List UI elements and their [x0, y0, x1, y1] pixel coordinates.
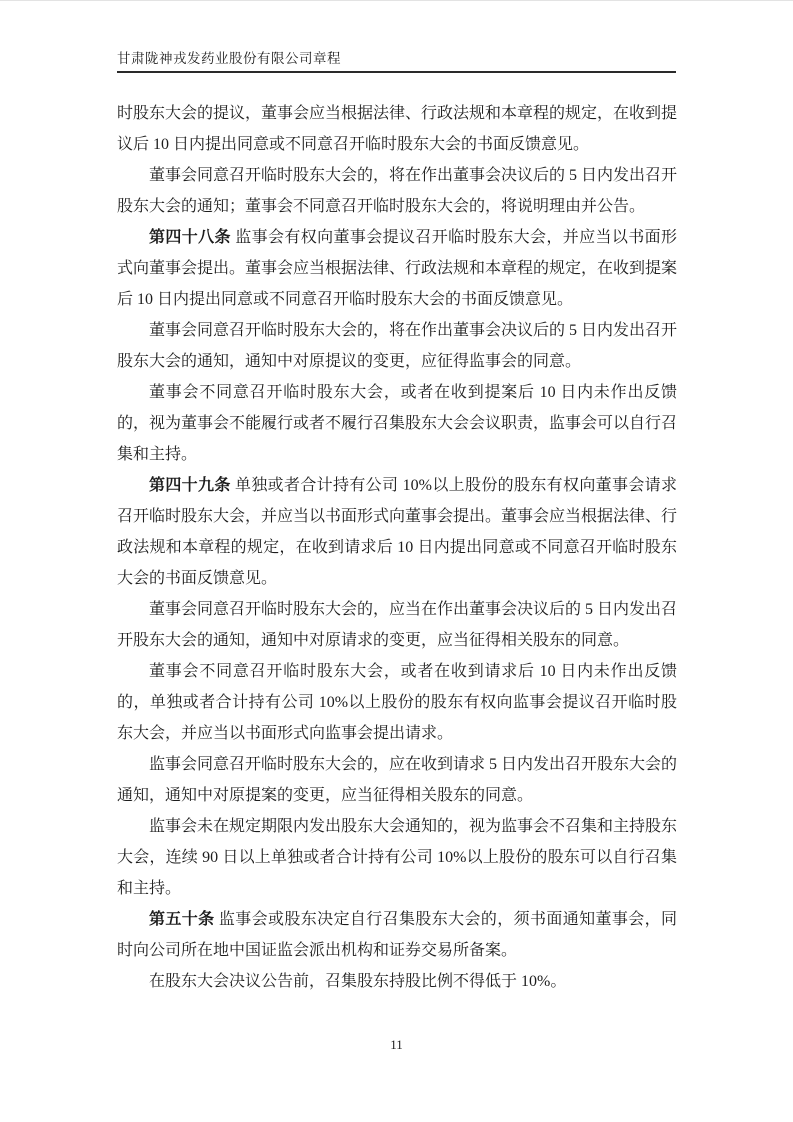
paragraph-article-50 — [117, 904, 677, 966]
paragraph-text: 董事会同意召开临时股东大会的，应当在作出董事会决议后的 5 日内发出召开股东大会的通知，通知中对原请求的变更，应当征得相关股东的同意。 — [117, 601, 678, 649]
paragraph-text: 时股东大会的提议，董事会应当根据法律、行政法规和本章程的规定，在收到提议后 10 日内提出同意或不同意召开临时股东大会的书面反馈意见。 — [117, 105, 678, 153]
paragraph-text: 董事会同意召开临时股东大会的，将在作出董事会决议后的 5 日内发出召开股东大会的通知，通知中对原提议的变更，应征得监事会的同意。 — [117, 322, 678, 370]
document-title: 甘肃陇神戎发药业股份有限公司章程 — [117, 51, 341, 66]
paragraph-text: 单独或者合计持有公司 10%以上股份的股东有权向董事会请求召开临时股东大会，并应当以书面形式向董事会提出。董事会应当根据法律、行政法规和本章程的规定，在收到请求后 10 日内提出同意或不同意召开临时股东大会的书面反馈意见。 — [117, 477, 678, 587]
paragraph-text: 监事会同意召开临时股东大会的，应在收到请求 5 日内发出召开股东大会的通知，通知中对原提案的变更，应当征得相关股东的同意。 — [117, 756, 678, 804]
article-number: 第四十八条 — [149, 229, 231, 246]
header-divider — [117, 71, 676, 73]
paragraph-article-48 — [117, 222, 677, 315]
paragraph-text: 监事会有权向董事会提议召开临时股东大会，并应当以书面形式向董事会提出。董事会应当根据法律、行政法规和本章程的规定，在收到提案后 10 日内提出同意或不同意召开临时股东大会的书面反馈意见。 — [117, 229, 678, 308]
paragraph — [117, 315, 677, 377]
paragraph-text: 监事会或股东决定自行召集股东大会的，须书面通知董事会，同时向公司所在地中国证监会派出机构和证券交易所备案。 — [117, 911, 677, 959]
paragraph — [117, 377, 677, 470]
paragraph-text: 董事会不同意召开临时股东大会，或者在收到请求后 10 日内未作出反馈的，单独或者合计持有公司 10%以上股份的股东有权向监事会提议召开临时股东大会，并应当以书面形式向监事会提出请求。 — [117, 663, 677, 742]
paragraph-text: 在股东大会决议公告前，召集股东持股比例不得低于 10%。 — [149, 973, 567, 990]
paragraph — [117, 98, 677, 160]
page-footer — [0, 1037, 793, 1053]
paragraph — [117, 966, 677, 997]
article-number: 第四十九条 — [149, 477, 231, 494]
paragraph-article-49 — [117, 470, 677, 594]
paragraph — [117, 594, 677, 656]
document-body — [117, 98, 677, 997]
paragraph-text: 董事会不同意召开临时股东大会，或者在收到提案后 10 日内未作出反馈的，视为董事会不能履行或者不履行召集股东大会会议职责，监事会可以自行召集和主持。 — [117, 384, 678, 463]
paragraph-text: 董事会同意召开临时股东大会的，将在作出董事会决议后的 5 日内发出召开股东大会的通知；董事会不同意召开临时股东大会的，将说明理由并公告。 — [117, 167, 678, 215]
paragraph — [117, 160, 677, 222]
paragraph — [117, 656, 677, 749]
paragraph-text: 监事会未在规定期限内发出股东大会通知的，视为监事会不召集和主持股东大会，连续 90 日以上单独或者合计持有公司 10%以上股份的股东可以自行召集和主持。 — [117, 818, 678, 897]
paragraph — [117, 811, 677, 904]
article-number: 第五十条 — [149, 911, 215, 928]
paragraph — [117, 749, 677, 811]
page-number: 11 — [390, 1037, 403, 1052]
page-header — [117, 1, 676, 73]
